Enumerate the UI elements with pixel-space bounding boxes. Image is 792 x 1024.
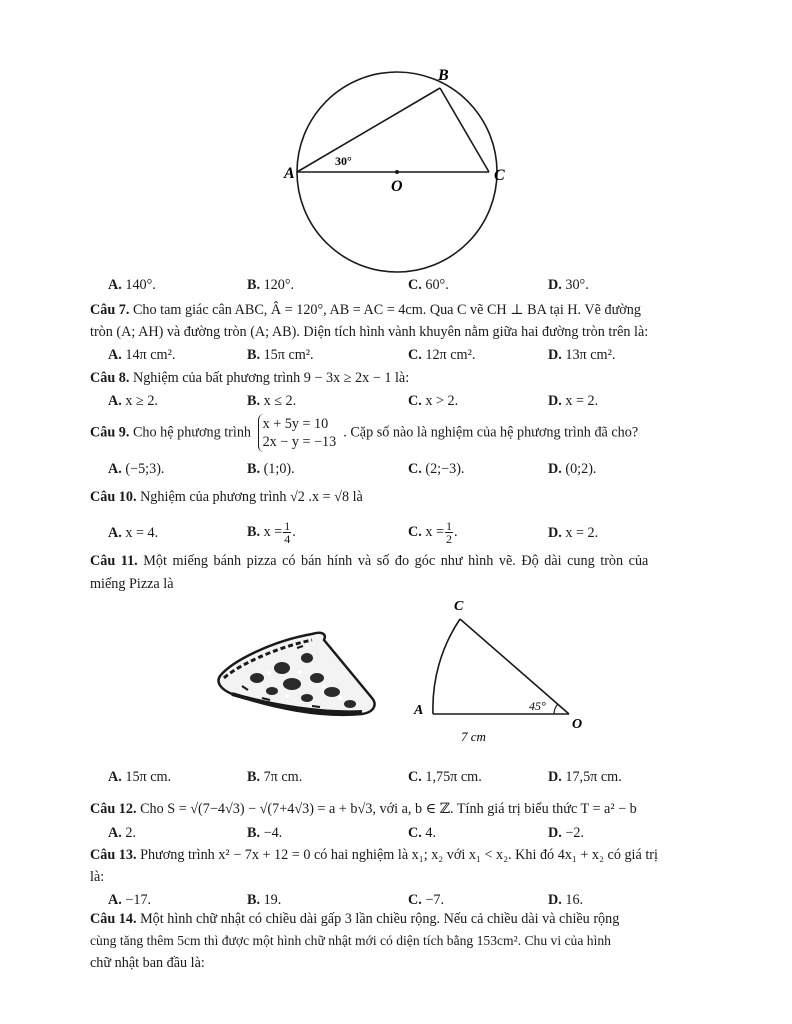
q14-line-3: chữ nhật ban đầu là:: [90, 955, 205, 971]
q10-options: [90, 520, 710, 548]
sector-label-a: A: [414, 703, 424, 718]
q11-line-2: miếng Pizza là: [90, 576, 174, 592]
q9-eq1: x + 5y = 10: [262, 416, 329, 432]
q6-option-c[interactable]: C. 60°.: [408, 277, 449, 293]
chord-bc: [440, 88, 489, 172]
q12-option-d[interactable]: D. −2.: [548, 825, 584, 841]
q7-options: [90, 347, 710, 365]
q11-option-c[interactable]: C. 1,75π cm.: [408, 769, 482, 785]
center-dot: [395, 170, 399, 174]
circle-figure: [280, 60, 520, 275]
q10-b-fraction: $\frac{1}{4}$: [284, 519, 291, 546]
segment-oc: [460, 619, 569, 714]
label-c: C: [494, 167, 505, 184]
sector-arc: [433, 619, 460, 714]
q10-option-b[interactable]: B. x = $\frac{1}{4}$ .: [247, 519, 296, 546]
q8-question: Câu 8. Nghiệm của bất phương trình 9 − 3x ≥ 2x − 1 là:: [90, 370, 410, 386]
angle-arc: [554, 704, 558, 714]
q13-number: Câu 13.: [90, 847, 137, 863]
q9-question: Câu 9. Cho hệ phương trình x + 5y = 10 2x − y = −13 . Cặp số nào là nghiệm của hệ phương trình đã cho?: [90, 416, 639, 450]
q9-number: Câu 9.: [90, 424, 130, 441]
radius-ac: [433, 619, 460, 714]
q14-line-1: Câu 14. Một hình chữ nhật có chiều dài gấp 3 lần chiều rộng. Nếu cả chiều dài và chiều rộng: [90, 911, 620, 927]
q8-options: [90, 393, 710, 411]
q13-option-d[interactable]: D. 16.: [548, 892, 584, 908]
q12-option-c[interactable]: C. 4.: [408, 825, 436, 841]
q13-option-a[interactable]: A. −17.: [108, 892, 152, 908]
q9-eq2: 2x − y = −13: [262, 434, 337, 450]
sector-angle-label: 45°: [529, 699, 546, 713]
q10-question: Câu 10. Nghiệm của phương trình √2 .x = √8 là: [90, 489, 363, 505]
sector-figure: [406, 594, 596, 750]
q11-line-1: Câu 11. Một miếng bánh pizza có bán hính và số đo góc như hình vẽ. Độ dài cung tròn của: [90, 553, 649, 569]
label-o: O: [391, 178, 403, 195]
q14-line-2: cùng tăng thêm 5cm thì được một hình chữ nhật mới có diện tích bằng 153cm². Chu vi của hình: [90, 933, 611, 948]
q6-option-d[interactable]: D. 30°.: [548, 277, 589, 293]
q12-number: Câu 12.: [90, 801, 137, 817]
chord-ab: [297, 88, 440, 172]
q11-option-a[interactable]: A. 15π cm.: [108, 769, 172, 785]
q10-option-c[interactable]: C. x = $\frac{1}{2}$ .: [408, 519, 458, 546]
q6-option-b[interactable]: B. 120°.: [247, 277, 295, 293]
pizza-image: [212, 626, 382, 721]
q13-option-b[interactable]: B. 19.: [247, 892, 282, 908]
q13-option-c[interactable]: C. −7.: [408, 892, 444, 908]
q14-number: Câu 14.: [90, 911, 137, 927]
q7-option-c[interactable]: C. 12π cm².: [408, 347, 476, 363]
label-b: B: [438, 67, 449, 84]
sector-label-o: O: [572, 717, 583, 732]
q12-option-a[interactable]: A. 2.: [108, 825, 136, 841]
q9-system: [258, 414, 341, 452]
q9-option-d[interactable]: D. (0;2).: [548, 461, 597, 477]
q13-line-2: là:: [90, 869, 105, 885]
q9-option-a[interactable]: A. (−5;3).: [108, 461, 165, 477]
q9-options: [90, 461, 710, 479]
q10-option-a[interactable]: A. x = 4.: [108, 525, 159, 541]
q8-option-d[interactable]: D. x = 2.: [548, 393, 599, 409]
q10-number: Câu 10.: [90, 489, 137, 505]
label-a: A: [284, 165, 295, 182]
sector-length-label: 7 cm: [461, 729, 486, 744]
q9-option-b[interactable]: B. (1;0).: [247, 461, 295, 477]
q7-option-d[interactable]: D. 13π cm².: [548, 347, 616, 363]
q7-option-a[interactable]: A. 14π cm².: [108, 347, 176, 363]
q11-option-b[interactable]: B. 7π cm.: [247, 769, 303, 785]
q12-options: [90, 825, 710, 843]
q8-option-b[interactable]: B. x ≤ 2.: [247, 393, 297, 409]
angle-30-label: 30°: [335, 154, 352, 168]
q7-option-b[interactable]: B. 15π cm².: [247, 347, 314, 363]
q12-option-b[interactable]: B. −4.: [247, 825, 283, 841]
q12-question: Câu 12. Cho S = √(7−4√3) − √(7+4√3) = a + b√3, với a, b ∈ ℤ. Tính giá trị biểu thức T = a² − b: [90, 801, 637, 817]
q10-c-fraction: $\frac{1}{2}$: [446, 519, 452, 546]
q10-option-d[interactable]: D. x = 2.: [548, 525, 599, 541]
q13-options: [90, 892, 710, 910]
sector-label-c: C: [454, 599, 464, 614]
q11-options: [90, 769, 710, 787]
q9-option-c[interactable]: C. (2;−3).: [408, 461, 465, 477]
q6-option-a[interactable]: A. 140°.: [108, 277, 156, 293]
q6-options: [90, 277, 710, 295]
q11-number: Câu 11.: [90, 553, 138, 569]
q13-line-1: Câu 13. Phương trình x² − 7x + 12 = 0 có hai nghiệm là x₁; x₂ với x₁ < x₂. Khi đó 4x₁ + x₂ có giá trị: [90, 847, 658, 863]
q7-line-1: Câu 7. Cho tam giác cân ABC, Â = 120°, AB = AC = 4cm. Qua C vẽ CH ⊥ BA tại H. Vẽ đường: [90, 302, 641, 318]
q11-option-d[interactable]: D. 17,5π cm.: [548, 769, 622, 785]
q8-number: Câu 8.: [90, 370, 130, 386]
q8-option-a[interactable]: A. x ≥ 2.: [108, 393, 158, 409]
q7-line-2: tròn (A; AH) và đường tròn (A; AB). Diện tích hình vành khuyên nằm giữa hai đường tròn trên là:: [90, 324, 649, 340]
q8-option-c[interactable]: C. x > 2.: [408, 393, 459, 409]
q7-number: Câu 7.: [90, 302, 130, 318]
